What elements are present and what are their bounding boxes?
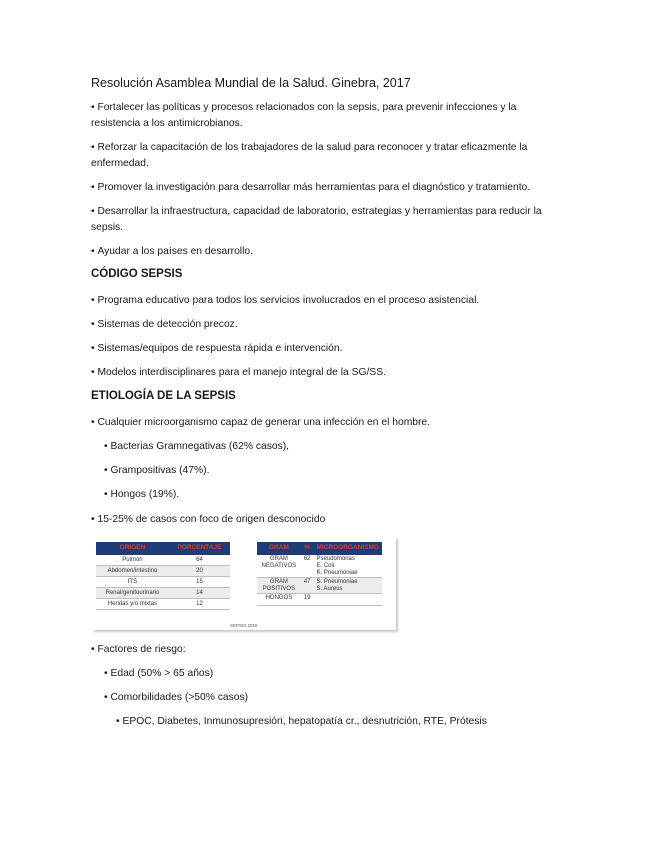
origin-cell: Pulmón xyxy=(96,554,169,566)
microorganism-cell xyxy=(314,594,382,606)
percentage-cell: 20 xyxy=(169,566,230,577)
origin-cell: Abdomen/intestino xyxy=(96,566,169,577)
gram-cell: GRAM NEGATIVOS xyxy=(257,554,301,578)
origin-header: ORIGEN xyxy=(96,542,169,554)
grampositivas-bullet: • Grampositivas (47%). xyxy=(104,463,574,479)
risk-factors-bullet: • Factores de riesgo: xyxy=(91,642,561,658)
comorbidities-detail-bullet: • EPOC, Diabetes, Inmunosupresión, hepatopatía cr., desnutrición, RTE, Prótesis xyxy=(116,714,586,730)
unknown-focus-bullet: • 15-25% de casos con foco de origen desconocido xyxy=(91,512,561,528)
table-row xyxy=(96,599,230,610)
comorbidities-bullet: • Comorbilidades (>50% casos) xyxy=(104,690,574,706)
etiologia-bullet: • Cualquier microorganismo capaz de generar una infección en el hombre. xyxy=(91,415,561,431)
microorganism-cell: S. Pneumoniae S. Aureus xyxy=(314,578,382,594)
codigo-bullet-4: • Modelos interdisciplinares para el manejo integral de la SG/SS. xyxy=(91,365,561,381)
codigo-bullet-2: • Sistemas de detección precoz. xyxy=(91,317,561,333)
intro-bullet-5: • Ayudar a los países en desarrollo. xyxy=(91,244,561,260)
table-row xyxy=(96,566,230,577)
table-row xyxy=(257,554,382,578)
percentage-cell: 12 xyxy=(169,599,230,610)
percentage-cell: 15 xyxy=(169,577,230,588)
age-bullet: • Edad (50% > 65 años) xyxy=(104,666,574,682)
table-row xyxy=(96,577,230,588)
hongos-bullet: • Hongos (19%). xyxy=(104,487,574,503)
etiology-tables-image xyxy=(92,537,396,630)
codigo-bullet-1: • Programa educativo para todos los servicios involucrados en el proceso asistencial. xyxy=(91,293,561,309)
codigo-bullet-3: • Sistemas/equipos de respuesta rápida e intervención. xyxy=(91,341,561,357)
etiologia-title: ETIOLOGÍA DE LA SEPSIS xyxy=(91,390,236,402)
table-row xyxy=(96,588,230,599)
intro-bullet-3: • Promover la investigación para desarrollar más herramientas para el diagnóstico y tratamiento. xyxy=(91,180,561,196)
percent-cell: 47 xyxy=(301,578,314,594)
intro-bullet-2: • Reforzar la capacitación de los trabajadores de la salud para reconocer y tratar eficazmente la enfermedad. xyxy=(91,140,561,172)
gramnegativas-bullet: • Bacterias Gramnegativas (62% casos), xyxy=(104,439,574,455)
table-row xyxy=(257,594,382,606)
percent-cell: 19 xyxy=(301,594,314,606)
gram-cell: GRAM POSITIVOS xyxy=(257,578,301,594)
intro-bullet-1: • Fortalecer las políticas y procesos relacionados con la sepsis, para prevenir infecciones y la resistencia a los antimicrobianos. xyxy=(91,100,561,132)
gram-cell: HONGOS xyxy=(257,594,301,606)
table-row xyxy=(96,554,230,566)
microorganism-cell: Pseudomonas E. Coli K. Pneumoniae xyxy=(314,554,382,578)
gram-header: GRAM xyxy=(257,542,301,554)
origin-cell: Renal/genitourinario xyxy=(96,588,169,599)
percentage-header: PORCENTAJE xyxy=(169,542,230,554)
percent-header: % xyxy=(301,542,314,554)
intro-bullet-4: • Desarrollar la infraestructura, capacidad de laboratorio, estrategias y herramientas para reducir la sepsis. xyxy=(91,204,561,236)
origin-table xyxy=(96,542,230,610)
microorganism-header: MICROORGANISMO xyxy=(314,542,382,554)
table-row xyxy=(257,578,382,594)
origin-cell: Heridas y/o mixtas xyxy=(96,599,169,610)
microorganism-table xyxy=(257,542,382,606)
origin-cell: ITS xyxy=(96,577,169,588)
codigo-sepsis-title: CÓDIGO SEPSIS xyxy=(91,268,183,280)
percent-cell: 62 xyxy=(301,554,314,578)
percentage-cell: 14 xyxy=(169,588,230,599)
percentage-cell: 64 xyxy=(169,554,230,566)
table-caption: SEPSIS 2016 xyxy=(230,623,258,628)
resolution-heading: Resolución Asamblea Mundial de la Salud. Ginebra, 2017 xyxy=(91,76,411,90)
